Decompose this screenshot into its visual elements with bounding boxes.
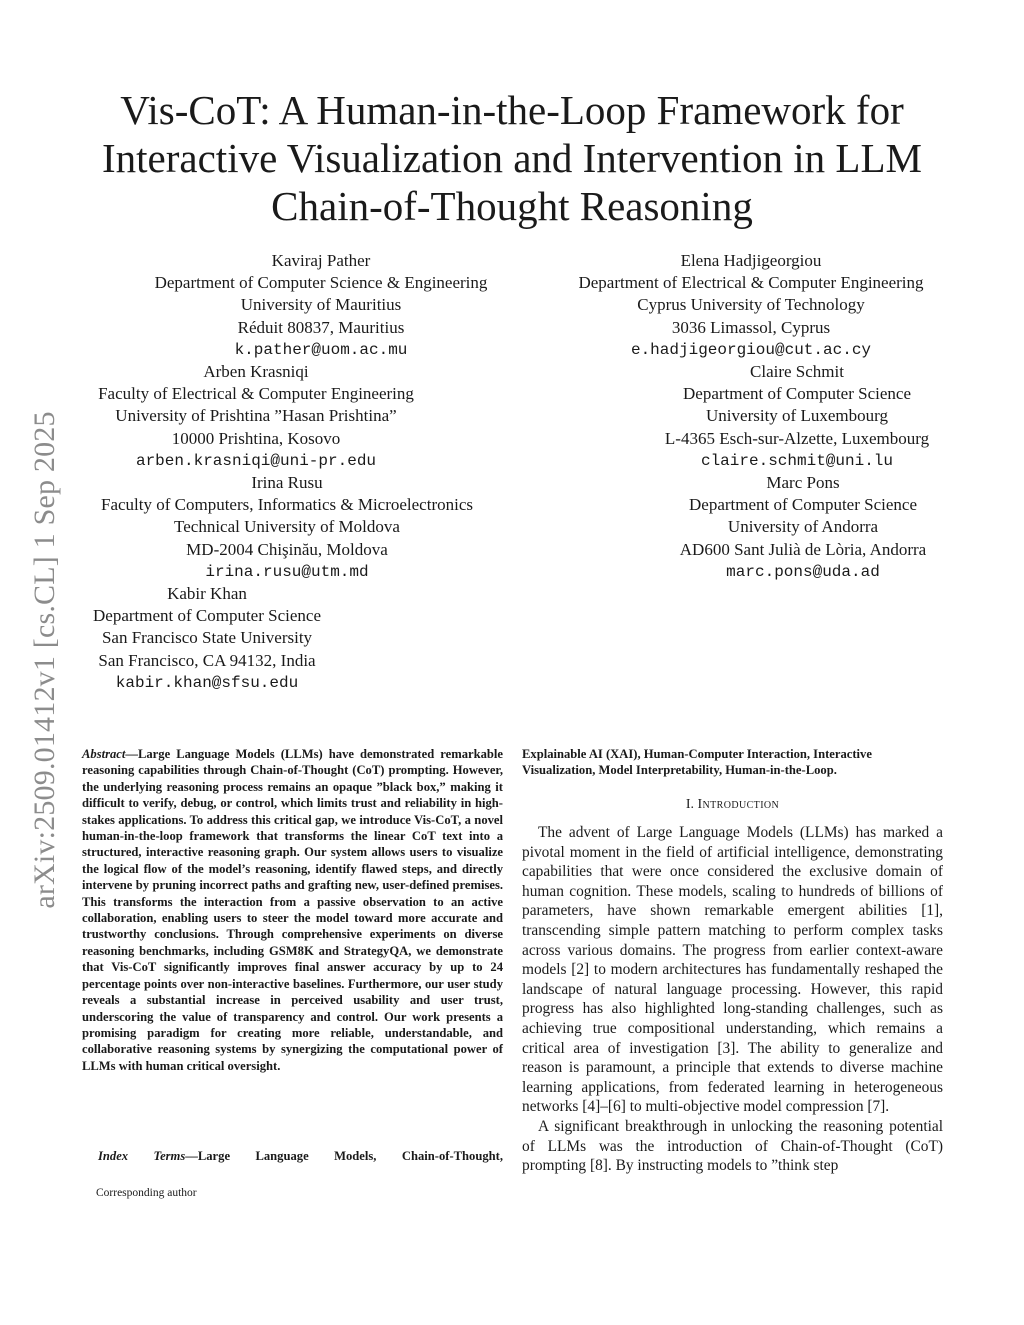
author-block (680, 472, 926, 583)
author-email[interactable]: marc.pons@uda.ad (726, 562, 880, 581)
author-block (93, 583, 321, 694)
author-email[interactable]: arben.krasniqi@uni-pr.edu (135, 451, 377, 470)
paper-title: Vis-CoT: A Human-in-the-Loop Framework for Interactive Visualization and Intervention in LLM Chain-of-Thought Reasoning (102, 87, 922, 229)
author-location: L-4365 Esch-sur-Alzette, Luxembourg (664, 428, 930, 448)
author-block (155, 250, 488, 361)
index-terms-continued: Explainable AI (XAI), Human-Computer Interaction, Interactive Visualization, Model Interpretability, Human-in-the-Loop. (522, 747, 872, 778)
author-department: Department of Computer Science (92, 606, 322, 626)
author-institution: Cyprus University of Technology (637, 295, 865, 315)
author-location: San Francisco, CA 94132, India (98, 650, 316, 670)
author-block (578, 250, 923, 361)
author-institution: University of Andorra (727, 517, 879, 537)
author-institution: San Francisco State University (101, 628, 313, 648)
abstract (82, 746, 503, 1074)
paragraph: The advent of Large Language Models (LLMs) has marked a pivotal moment in the field of artificial intelligence, demonstrating capabilities that were once considered the exclusive domain of human cognition. These models, scaling to hundreds of billions of parameters, have shown remarkable emergent abilities [1], transcending simple pattern matching to perform complex tasks across various domains. The progress from earlier context-aware models [2] to modern architectures has fundamentally reshaped the landscape of natural language processing. However, this rapid progress has also highlighted long-standing challenges, such as achieving true compositional understanding, which remains a critical area of investigation [3]. The ability to generalize and reason is paramount, a principle that extends to diverse machine learning applications, from federated learning in heterogeneous networks [4]–[6] to multi-objective model compression [7]. (522, 824, 943, 1116)
author-name: Kaviraj Pather (271, 251, 371, 270)
footnote: Corresponding author (96, 1187, 197, 1199)
author-name: Arben Krasniqi (203, 362, 309, 381)
section-title: Introduction (697, 797, 780, 812)
author-email[interactable]: e.hadjigeorgiou@cut.ac.cy (630, 340, 872, 359)
paragraph: A significant breakthrough in unlocking the reasoning potential of LLMs was the introduction of Chain-of-Thought (CoT) prompting [8]. By instructing models to ”think step (522, 1117, 943, 1175)
abstract-text: —Large Language Models (LLMs) have demonstrated remarkable reasoning capabilities through Chain-of-Thought (CoT) prompting. However, the underlying reasoning process remains an opaque ”black box,” making it difficult to verify, debug, or control, which limits trust and reliability in high-stakes applications. To address this critical gap, we introduce Vis-CoT, a novel human-in-the-loop framework that transforms the linear CoT text into a structured, interactive reasoning graph. Our system allows users to visualize the logical flow of the model’s reasoning, identify flawed steps, and directly intervene by pruning incorrect paths and grafting new, user-defined premises. This transforms the interaction from a passive observation to an active collaboration, enabling users to steer the model toward more accurate and trustworthy conclusions. Through comprehensive experiments on diverse reasoning benchmarks, including GSM8K and StrategyQA, we demonstrate that Vis-CoT significantly improves final answer accuracy by up to 24 percentage points over non-interactive baselines. Furthermore, our user study reveals a substantial increase in perceived usability and user trust, underscoring the value of transparency and control. Our work presents a promising paradigm for creating more reliable, understandable, and collaborative reasoning systems by synergizing the computational power of LLMs with human critical oversight. (82, 747, 503, 1073)
author-email[interactable]: claire.schmit@uni.lu (700, 451, 894, 470)
author-department: Faculty of Computers, Informatics & Microelectronics (100, 495, 474, 515)
author-name: Elena Hadjigeorgiou (680, 251, 822, 270)
author-block (98, 361, 414, 472)
author-name: Marc Pons (766, 473, 840, 492)
author-location: 10000 Prishtina, Kosovo (171, 428, 341, 448)
arxiv-identifier: arXiv:2509.01412v1 [cs.CL] 1 Sep 2025 (28, 411, 61, 909)
author-email[interactable]: irina.rusu@utm.md (205, 562, 369, 581)
author-email[interactable]: k.pather@uom.ac.mu (234, 340, 408, 359)
author-department: Department of Computer Science (682, 384, 912, 404)
author-location: Réduit 80837, Mauritius (237, 317, 405, 337)
author-location: 3036 Limassol, Cyprus (671, 317, 831, 337)
author-department: Department of Electrical & Computer Engineering (578, 273, 924, 293)
author-email[interactable]: kabir.khan@sfsu.edu (115, 673, 299, 692)
author-block (101, 472, 473, 583)
author-institution: University of Luxembourg (706, 406, 888, 426)
author-location: AD600 Sant Julià de Lòria, Andorra (679, 539, 927, 559)
abstract-label: Abstract (82, 747, 126, 761)
index-terms-text: —Large Language Models, Chain-of-Thought, (185, 1149, 503, 1163)
introduction-body (522, 823, 943, 1176)
author-name: Kabir Khan (167, 584, 247, 603)
author-department: Faculty of Electrical & Computer Engineering (98, 384, 414, 404)
author-department: Department of Computer Science & Engineering (154, 273, 488, 293)
index-terms-label: Index Terms (98, 1149, 186, 1163)
author-block (665, 361, 929, 472)
author-institution: University of Mauritius (240, 295, 402, 315)
section-heading (522, 797, 943, 813)
section-number: I. (685, 797, 694, 812)
author-location: MD-2004 Chişinău, Moldova (186, 539, 388, 559)
author-institution: University of Prishtina ”Hasan Prishtina” (115, 406, 397, 426)
author-department: Department of Computer Science (688, 495, 918, 515)
author-name: Irina Rusu (251, 473, 323, 492)
author-name: Claire Schmit (750, 362, 844, 381)
author-institution: Technical University of Moldova (174, 517, 400, 537)
index-terms (82, 1148, 503, 1164)
